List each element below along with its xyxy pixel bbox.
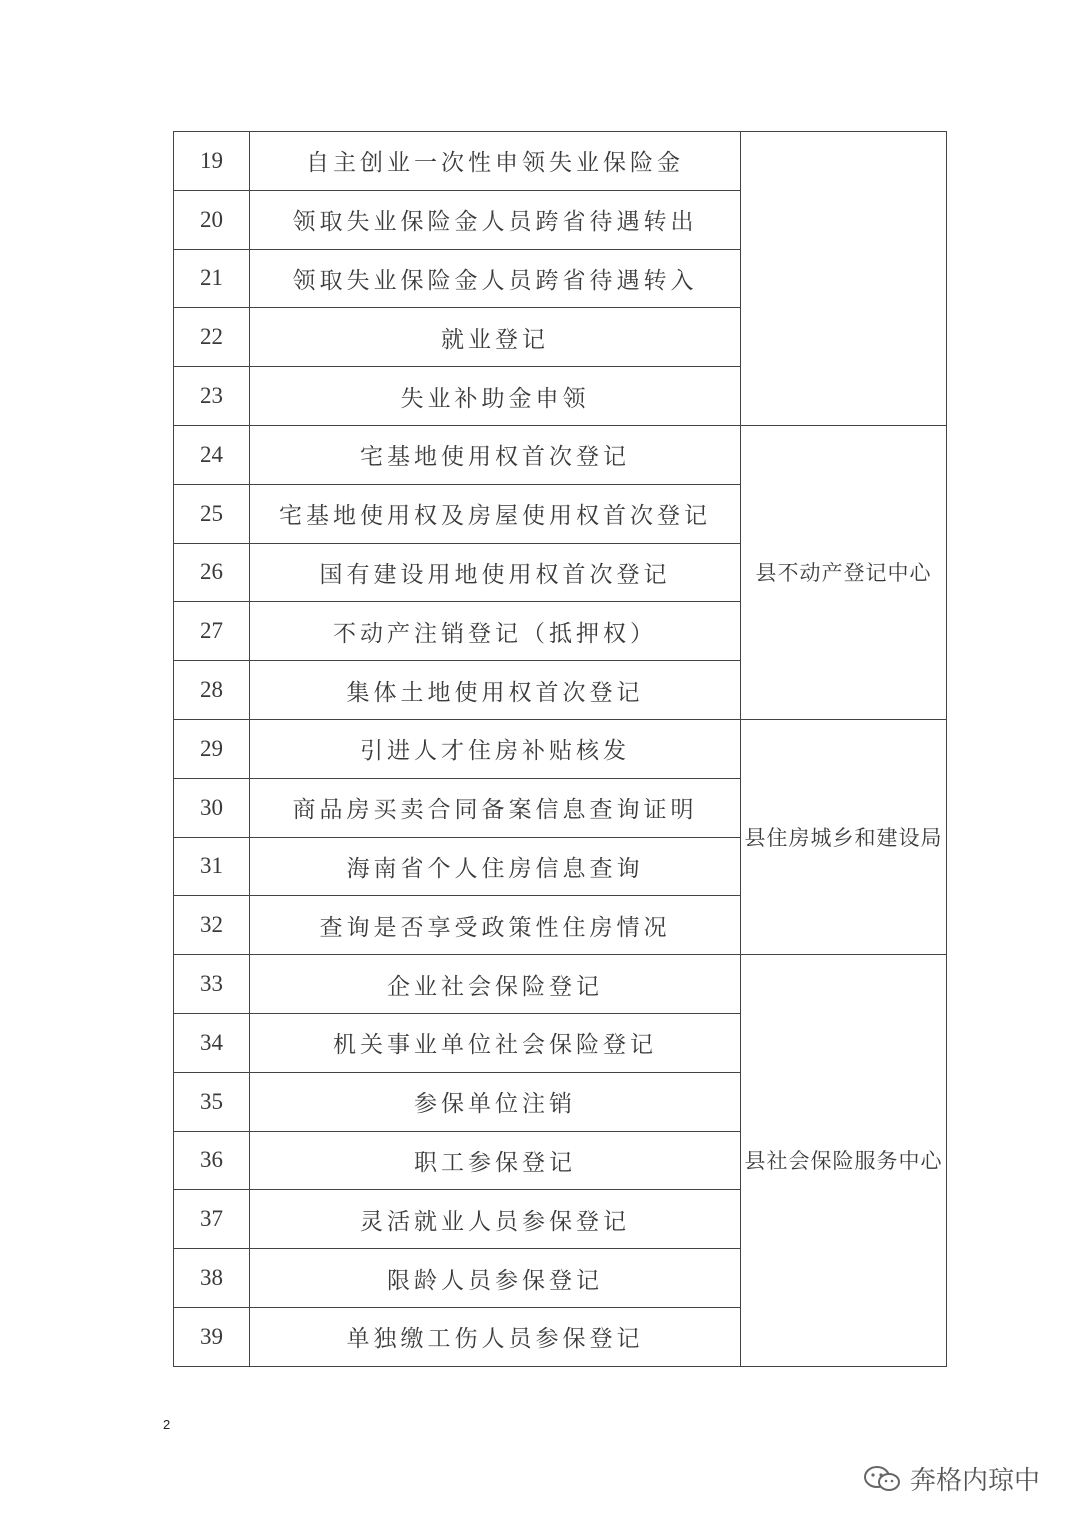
service-item: 宅基地使用权首次登记 [250,425,741,484]
service-item: 就业登记 [250,308,741,367]
table-row [174,132,947,191]
service-item: 自主创业一次性申领失业保险金 [250,132,741,191]
service-item: 查询是否享受政策性住房情况 [250,896,741,955]
service-item: 国有建设用地使用权首次登记 [250,543,741,602]
service-table [173,131,947,1367]
row-number: 22 [174,308,250,367]
row-number: 28 [174,661,250,720]
table-row [174,719,947,778]
service-item: 限龄人员参保登记 [250,1249,741,1308]
watermark [862,1460,1040,1497]
row-number: 33 [174,955,250,1014]
row-number: 37 [174,1190,250,1249]
service-item: 机关事业单位社会保险登记 [250,1013,741,1072]
row-number: 27 [174,602,250,661]
service-item: 不动产注销登记（抵押权） [250,602,741,661]
service-item: 灵活就业人员参保登记 [250,1190,741,1249]
wechat-icon [862,1464,902,1494]
department-cell [741,132,947,426]
row-number: 36 [174,1131,250,1190]
row-number: 38 [174,1249,250,1308]
service-item: 失业补助金申领 [250,367,741,426]
row-number: 23 [174,367,250,426]
service-item: 集体土地使用权首次登记 [250,661,741,720]
service-item: 商品房买卖合同备案信息查询证明 [250,778,741,837]
department-cell: 县不动产登记中心 [741,425,947,719]
row-number: 32 [174,896,250,955]
row-number: 39 [174,1307,250,1366]
service-item: 领取失业保险金人员跨省待遇转出 [250,190,741,249]
service-item: 参保单位注销 [250,1072,741,1131]
row-number: 21 [174,249,250,308]
department-cell: 县住房城乡和建设局 [741,719,947,954]
row-number: 31 [174,837,250,896]
service-item: 领取失业保险金人员跨省待遇转入 [250,249,741,308]
service-item: 宅基地使用权及房屋使用权首次登记 [250,484,741,543]
service-item: 引进人才住房补贴核发 [250,719,741,778]
service-item: 单独缴工伤人员参保登记 [250,1307,741,1366]
row-number: 19 [174,132,250,191]
table-row [174,425,947,484]
row-number: 26 [174,543,250,602]
service-item: 职工参保登记 [250,1131,741,1190]
page-number: 2 [163,1417,171,1432]
row-number: 35 [174,1072,250,1131]
table-row [174,955,947,1014]
row-number: 24 [174,425,250,484]
service-item: 海南省个人住房信息查询 [250,837,741,896]
watermark-text: 奔格内琼中 [910,1466,1041,1496]
row-number: 34 [174,1013,250,1072]
row-number: 25 [174,484,250,543]
service-item: 企业社会保险登记 [250,955,741,1014]
department-cell: 县社会保险服务中心 [741,955,947,1367]
row-number: 30 [174,778,250,837]
row-number: 20 [174,190,250,249]
row-number: 29 [174,719,250,778]
